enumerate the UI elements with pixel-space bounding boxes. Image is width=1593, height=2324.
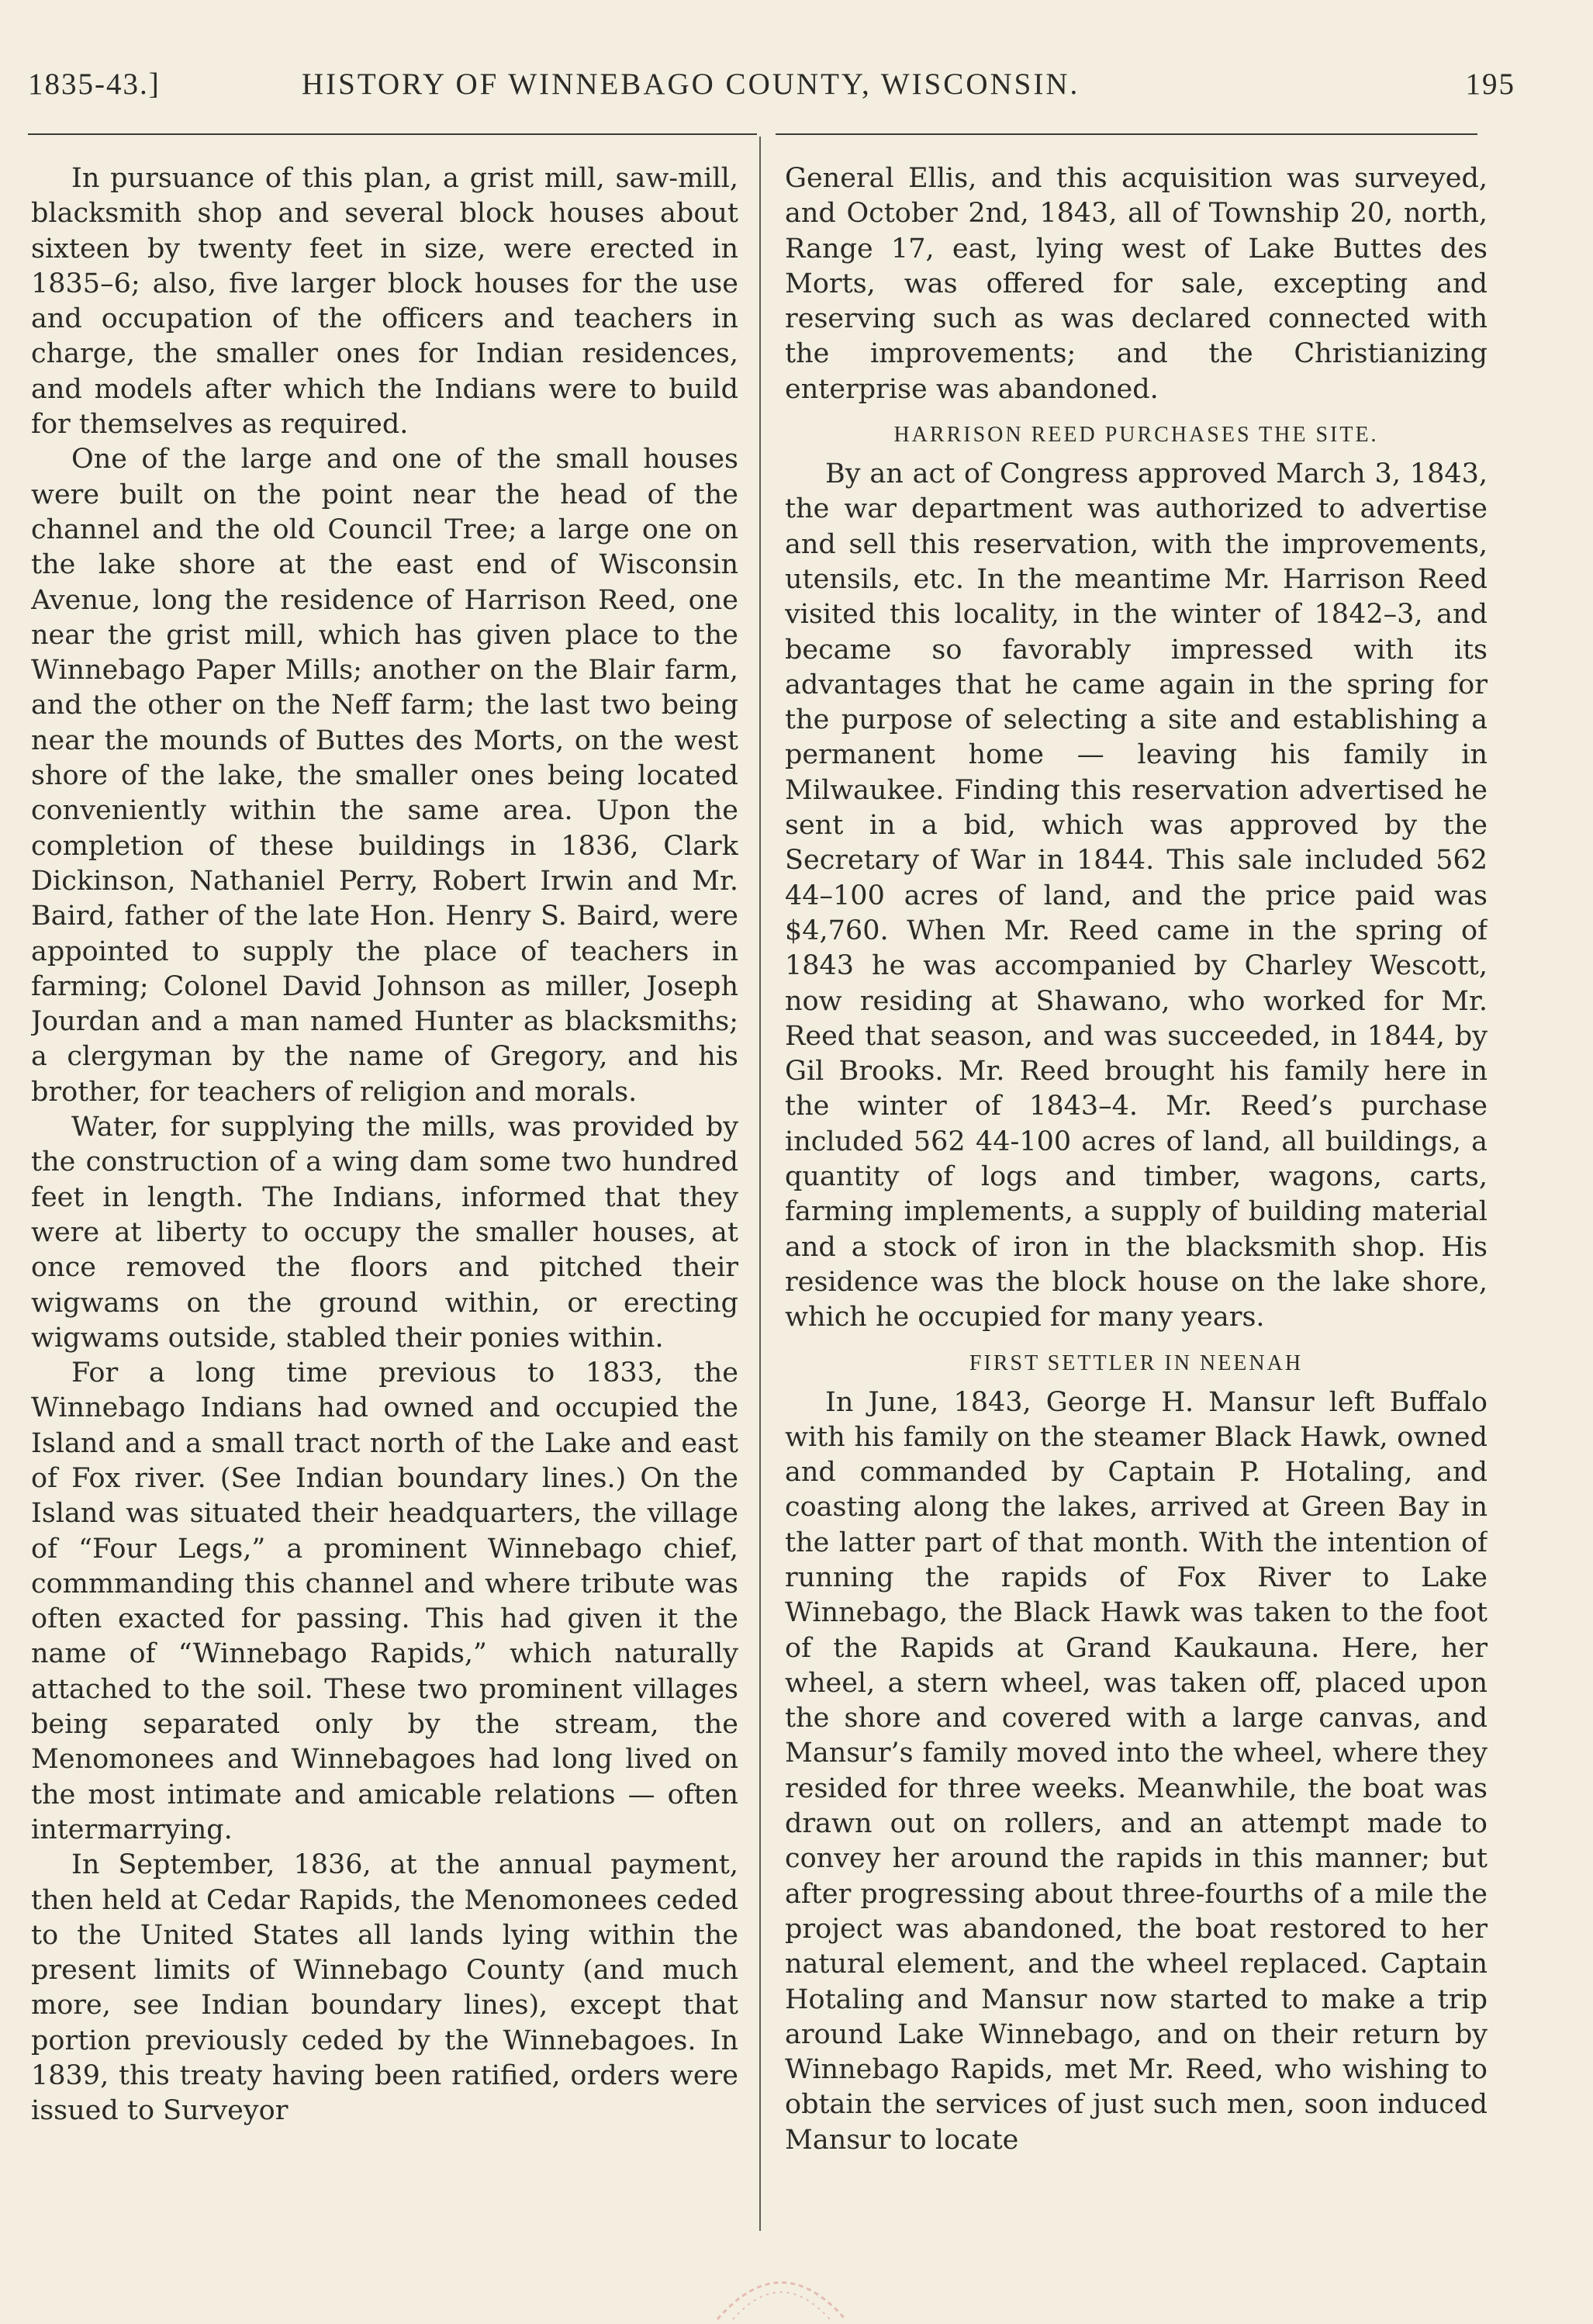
right-paragraph-harrison-reed: By an act of Congress approved March 3, 1843, the war department was authorized to advertise and sell this reservation, with the improvements, utensils, etc. In the meantime Mr. Harrison Reed visited this locality, in the winter of 1842–3, and became so favorably impressed with its advantages that he came again in the spring for the purpose of selecting a site and establishing a permanent home — leaving his family in Milwaukee. Finding this reservation advertised he sent in a bid, which was approved by the Secretary of War in 1844. This sale included 562 44–100 acres of land, and the price paid was $4,760. When Mr. Reed came in the spring of 1843 he was accompanied by Charley Wescott, now residing at Shawano, who worked for Mr. Reed that season, and was succeeded, in 1844, by Gil Brooks. Mr. Reed brought his family here in the winter of 1843–4. Mr. Reed’s purchase included 562 44-100 acres of land, all buildings, a quantity of logs and timber, wagons, carts, farming implements, a supply of building material and a stock of iron in the blacksmith shop. His residence was the block house on the lake shore, which he occupied for many years. — [785, 458, 1488, 1333]
header-rule-right — [776, 133, 1477, 135]
left-paragraph-1: In pursuance of this plan, a grist mill, saw-mill, blacksmith shop and several block houses about sixteen by twenty feet in size, were erected in 1835–6; also, five larger block houses for the use and occupation of the officers and teachers in charge, the smaller ones for Indian residences, and models after which the Indians were to build for themselves as required. — [31, 163, 738, 441]
right-column — [785, 161, 1488, 2248]
left-paragraph-2: One of the large and one of the small houses were built on the point near the head of the channel and the old Council Tree; a large one on the lake shore at the east end of Wisconsin Avenue, long the residence of Harrison Reed, one near the grist mill, which has given place to the Winnebago Paper Mills; another on the Blair farm, and the other on the Neff farm; the last two being near the mounds of Buttes des Morts, on the west shore of the lake, the smaller ones being located conveniently within the same area. Upon the completion of these buildings in 1836, Clark Dickinson, Nathaniel Perry, Robert Irwin and Mr. Baird, father of the late Hon. Henry S. Baird, were appointed to supply the place of teachers in farming; Colonel David Johnson as miller, Joseph Jourdan and a man named Hunter as blacksmiths; a clergyman by the name of Gregory, and his brother, for teachers of religion and morals. — [31, 444, 738, 1108]
section-heading-first-settler: FIRST SETTLER IN NEENAH — [969, 1350, 1304, 1375]
right-paragraph-first-settler: In June, 1843, George H. Mansur left Buffalo with his family on the steamer Black Hawk, owned and commanded by Captain P. Hotaling, and coasting along the lakes, arrived at Green Bay in the latter part of that month. With the intention of running the rapids of Fox River to Lake Winnebago, the Black Hawk was taken to the foot of the Rapids at Grand Kaukauna. Here, her wheel, a stern wheel, was taken off, placed upon the shore and covered with a large canvas, and Mansur’s family moved into the wheel, where they resided for three weeks. Meanwhile, the boat was drawn out on rollers, and an attempt made to convey her around the rapids in this manner; but after progressing about three-fourths of a mile the project was abandoned, the boat restored to her natural element, and the wheel replaced. Captain Hotaling and Mansur now started to make a trip around Lake Winnebago, and on their return by Winnebago Rapids, met Mr. Reed, who wishing to obtain the services of just such men, soon induced Mansur to locate — [785, 1386, 1488, 2156]
header-rule-left — [28, 133, 757, 135]
left-paragraph-5: In September, 1836, at the annual payment, then held at Cedar Rapids, the Menomonees ceded to the United States all lands lying within the present limits of Winnebago County (and much more, see Indian boundary lines), except that portion previously ceded by the Winnebagoes. In 1839, this treaty having been ratified, orders were issued to Surveyor — [31, 1849, 738, 2127]
left-column — [31, 161, 738, 2248]
library-stamp-icon — [710, 2253, 853, 2323]
left-paragraph-3: Water, for supplying the mills, was provided by the construction of a wing dam some two hundred feet in length. The Indians, informed that they were at liberty to occupy the smaller houses, at once removed the floors and pitched their wigwams on the ground within, or erecting wigwams outside, stabled their ponies within. — [31, 1112, 738, 1354]
left-paragraph-4: For a long time previous to 1833, the Winnebago Indians had owned and occupied the Island and a small tract north of the Lake and east of Fox river. (See Indian boundary lines.) On the Island was situated their headquarters, the village of “Four Legs,” a prominent Winnebago chief, commmanding this channel and where tribute was often exacted for passing. This had given it the name of “Winnebago Rapids,” which naturally attached to the soil. These two prominent villages being separated only by the stream, the Menomonees and Winnebagoes had long lived on the most intimate and amicable relations — often intermarrying. — [31, 1357, 738, 1845]
right-continued-paragraph: General Ellis, and this acquisition was surveyed, and October 2nd, 1843, all of Township 20, north, Range 17, east, lying west of Lake Buttes des Morts, was offered for sale, excepting and reserving such as was declared connected with the improvements; and the Christianizing enterprise was abandoned. — [785, 163, 1488, 405]
section-heading-harrison-reed: HARRISON REED PURCHASES THE SITE. — [893, 423, 1379, 448]
page-number: 195 — [1465, 67, 1515, 101]
column-divider — [759, 137, 761, 2231]
header-title: HISTORY OF WINNEBAGO COUNTY, WISCONSIN. — [302, 67, 1080, 101]
running-header — [28, 67, 1515, 113]
header-date-range: 1835-43.] — [28, 67, 161, 101]
